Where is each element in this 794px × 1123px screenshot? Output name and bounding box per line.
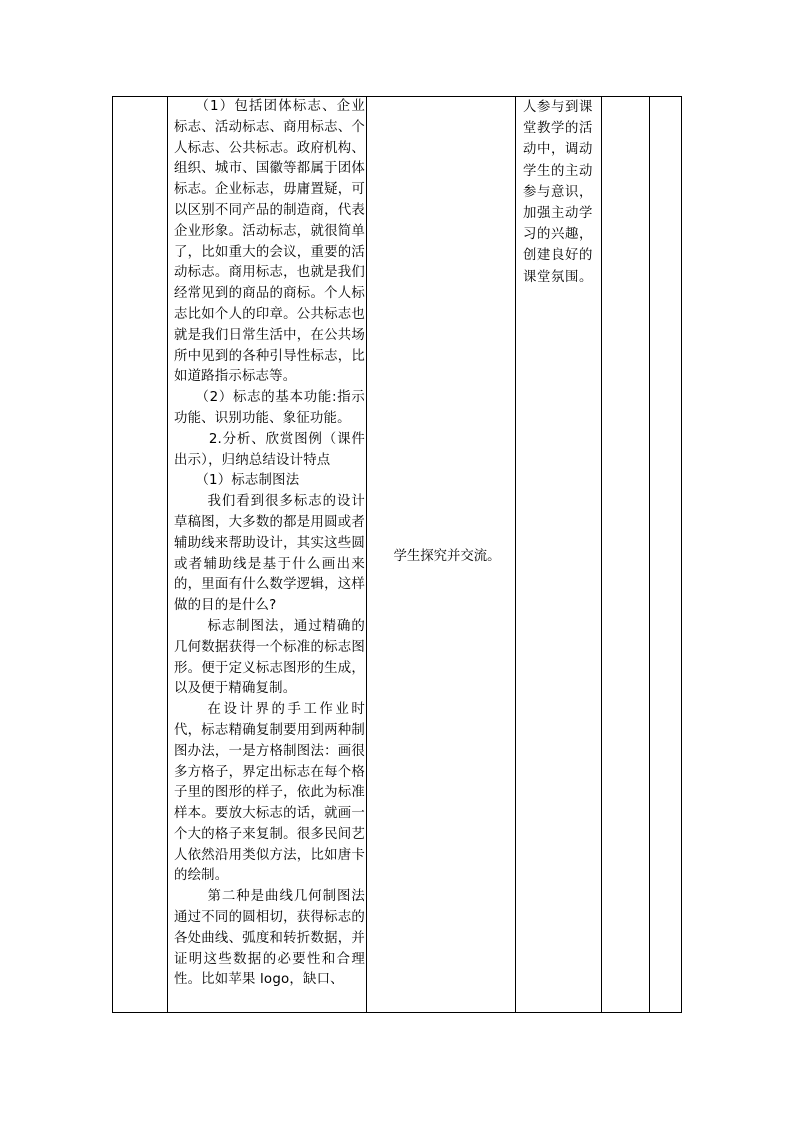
- design-intent-text: 人参与到课堂教学的活动中，调动学生的主动参与意识，加强主动学习的兴趣，创建良好的课堂氛围。: [523, 100, 593, 285]
- content-paragraph: 我们看到很多标志的设计草稿图，大多数的都是用圆或者辅助线来帮助设计，其实这些圆或者辅助线是基于什么画出来的，里面有什么数学逻辑，这样做的目的是什么?: [174, 494, 365, 614]
- content-paragraph: （1）标志制图法: [195, 473, 300, 489]
- content-paragraph: 在设计界的手工作业时代，标志精确复制要用到两种制图办法，一是方格制图法：画很多方格子，界定出标志在每个格子里的图形的样子，依此为标准样本。要放大标志的话，就画一个大的格子来复制。很多民间艺人依然沿用类似方法，比如唐卡的绘制。: [174, 702, 365, 884]
- empty-cell: [650, 97, 682, 1013]
- lesson-plan-table: [112, 96, 682, 1013]
- section-label-cell: [113, 97, 168, 1013]
- table-row: [113, 97, 682, 1013]
- teaching-content: [174, 97, 365, 991]
- content-paragraph: 标志制图法，通过精确的几何数据获得一个标准的标志图形。便于定义标志图形的生成，以及便于精确复制。: [174, 618, 365, 697]
- student-activity-text: 学生探究并交流。: [393, 549, 501, 564]
- teaching-content-cell: [168, 97, 367, 1013]
- design-intent-cell: [516, 97, 602, 1013]
- content-paragraph: 2.分析、欣赏图例（课件出示），归纳总结设计特点: [174, 431, 365, 468]
- empty-cell: [602, 97, 650, 1013]
- content-paragraph: （1）包括团体标志、企业标志、活动标志、商用标志、个人标志、公共标志。政府机构、组织、城市、国徽等都属于团体标志。企业标志，毋庸置疑，可以区别不同产品的制造商，代表企业形象。活动标志，就很简单了，比如重大的会议，重要的活动标志。商用标志，也就是我们经常见到的商品的商标。个人标志比如个人的印章。公共标志也就是我们日常生活中，在公共场所中见到的各种引导性标志，比如道路指示标志等。: [174, 99, 365, 385]
- student-activity-cell: [367, 97, 516, 1013]
- content-paragraph: （2）标志的基本功能:指示功能、识别功能、象征功能。: [174, 390, 365, 426]
- content-paragraph: 第二种是曲线几何制图法通过不同的圆相切，获得标志的各处曲线、弧度和转折数据，并证明这些数据的必要性和合理性。比如苹果 logo，缺口、: [174, 889, 365, 988]
